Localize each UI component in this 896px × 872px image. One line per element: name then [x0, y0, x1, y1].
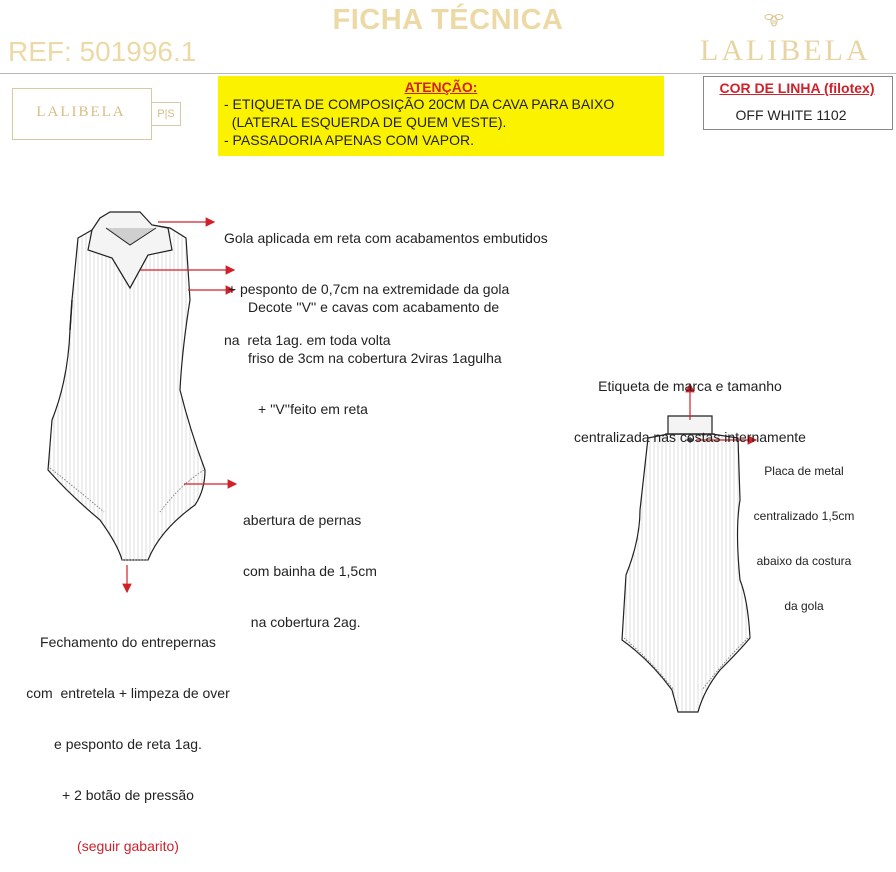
note-line: + ''V''feito em reta — [258, 401, 368, 417]
note-line: com bainha de 1,5cm — [243, 563, 377, 579]
warning-line: - PASSADORIA APENAS COM VAPOR. — [224, 132, 474, 148]
size-label: P|S — [151, 102, 181, 126]
note-line: e pesponto de reta 1ag. — [54, 736, 202, 752]
note-line: com entretela + limpeza de over — [26, 685, 230, 701]
front-view-drawing — [48, 212, 205, 560]
note-line: centralizado 1,5cm — [753, 509, 855, 523]
note-line: na cobertura 2ag. — [243, 614, 361, 630]
note-line: Gola aplicada em reta com acabamentos embutidos — [224, 230, 548, 246]
warning-title: ATENÇÃO: — [404, 79, 478, 95]
crotch-note — [6, 600, 250, 872]
thread-color-title: COR DE LINHA (filotex) — [719, 80, 875, 96]
note-line: abaixo da costura — [756, 554, 852, 568]
note-line-red: (seguir gabarito) — [77, 838, 179, 854]
note-line: friso de 3cm na cobertura 2viras 1agulha — [248, 350, 502, 366]
note-line: centralizada nas costas internamente — [574, 429, 806, 445]
metal-plate-note — [744, 434, 864, 629]
note-line: da gola — [784, 599, 824, 613]
note-line: + pesponto de 0,7cm na extremidade da gola — [224, 281, 510, 297]
thread-color-value: OFF WHITE 1102 — [735, 107, 847, 123]
back-body-shape — [622, 434, 750, 712]
note-line: abertura de pernas — [243, 512, 362, 528]
note-line: Fechamento do entrepernas — [40, 634, 216, 650]
reference-code: REF: 501996.1 — [8, 36, 197, 67]
note-line: Etiqueta de marca e tamanho — [598, 378, 782, 394]
neckline-note — [248, 265, 502, 435]
note-line: Placa de metal — [764, 464, 844, 478]
note-line: Decote ''V'' e cavas com acabamento de — [248, 299, 500, 315]
brand-label-text: LALIBELA — [36, 104, 126, 120]
warning-line: (LATERAL ESQUERDA DE QUEM VESTE). — [224, 114, 507, 130]
note-line: + 2 botão de pressão — [62, 787, 194, 803]
warning-line: - ETIQUETA DE COMPOSIÇÃO 20CM DA CAVA PARA BAIXO — [224, 96, 615, 112]
note-line: na reta 1ag. em toda volta — [224, 332, 391, 348]
brand-logo: LALIBELA — [700, 34, 871, 67]
legs-note — [243, 478, 377, 648]
page-title: FICHA TÉCNICA — [332, 4, 564, 36]
